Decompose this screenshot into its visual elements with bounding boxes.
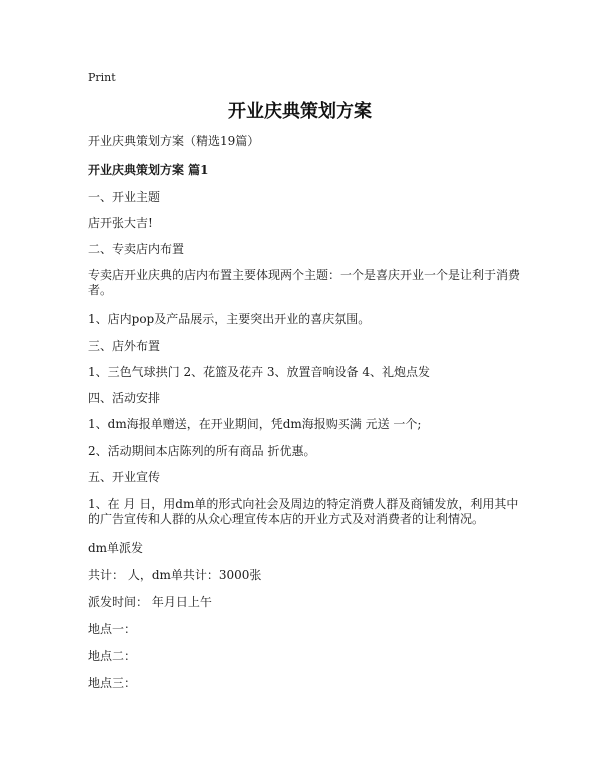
paragraph-11: 五、开业宣传: [88, 470, 161, 484]
paragraph-18: 地点三：: [88, 676, 137, 690]
document-subtitle: 开业庆典策划方案（精选19篇）: [88, 134, 260, 148]
paragraph-3: 二、专卖店内布置: [88, 242, 185, 256]
print-link[interactable]: Print: [88, 71, 116, 84]
paragraph-1: 一、开业主题: [88, 190, 161, 204]
paragraph-2: 店开张大吉!: [88, 216, 153, 230]
paragraph-16: 地点一：: [88, 622, 137, 636]
paragraph-5: 1、店内pop及产品展示，主要突出开业的喜庆氛围。: [88, 312, 371, 326]
section-heading: 开业庆典策划方案 篇1: [88, 163, 209, 177]
paragraph-14: 共计： 人，dm单共计：3000张: [88, 568, 262, 582]
paragraph-6: 三、店外布置: [88, 339, 161, 353]
paragraph-15: 派发时间： 年月日上午: [88, 595, 212, 609]
document-title: 开业庆典策划方案: [228, 101, 372, 122]
paragraph-13: dm单派发: [88, 541, 144, 555]
paragraph-17: 地点二：: [88, 649, 137, 663]
paragraph-12: 1、在 月 日，用dm单的形式向社会及周边的特定消费人群及商铺发放，利用其中的广告宣传和人群的从众心理宣传本店的开业方式及对消费者的让利情况。: [88, 497, 519, 526]
paragraph-8: 四、活动安排: [88, 391, 161, 405]
paragraph-7: 1、三色气球拱门 2、花篮及花卉 3、放置音响设备 4、礼炮点发: [88, 365, 430, 379]
paragraph-10: 2、活动期间本店陈列的所有商品 折优惠。: [88, 444, 316, 458]
paragraph-9: 1、dm海报单赠送，在开业期间，凭dm海报购买满 元送 一个;: [88, 417, 422, 431]
paragraph-4: 专卖店开业庆典的店内布置主要体现两个主题：一个是喜庆开业一个是让利于消费者。: [88, 268, 521, 297]
